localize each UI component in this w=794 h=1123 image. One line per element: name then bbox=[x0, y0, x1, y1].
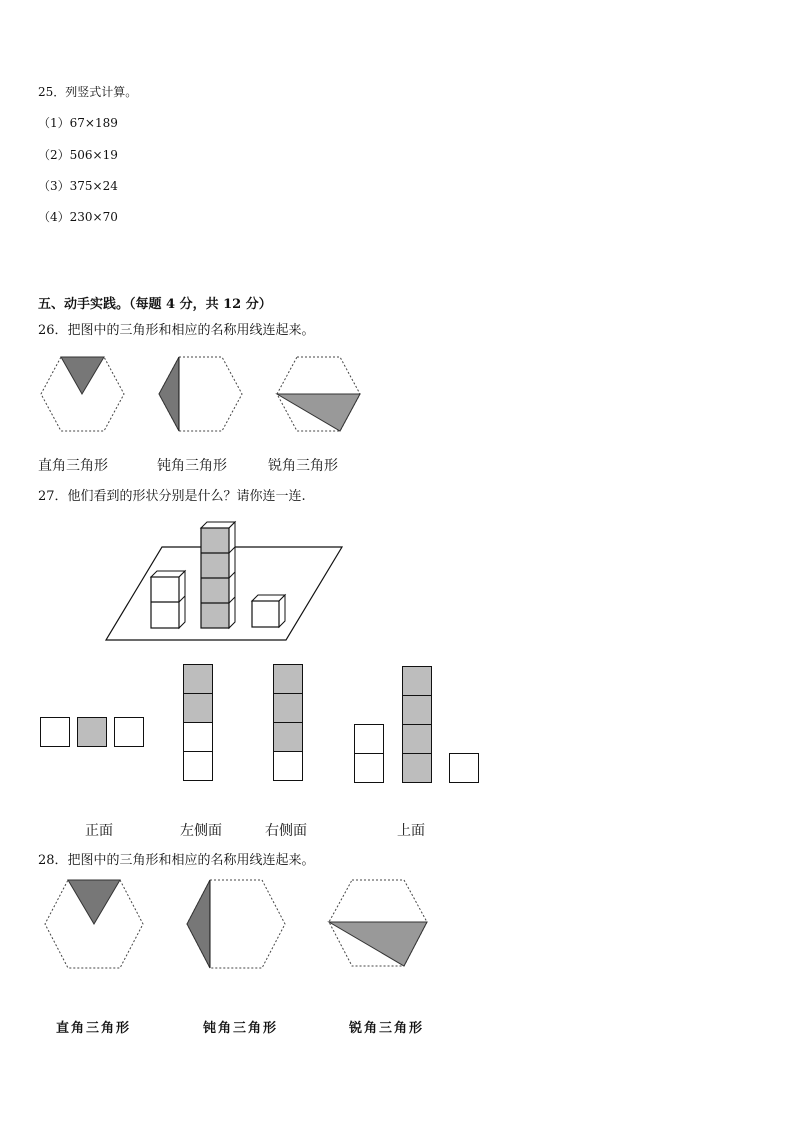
q28-label-acute: 锐角三角形 bbox=[349, 1021, 425, 1036]
q27-label-right: 右侧面 bbox=[265, 823, 307, 839]
q28-title: 28．把图中的三角形和相应的名称用线连起来。 bbox=[38, 853, 315, 868]
q26-title: 26．把图中的三角形和相应的名称用线连起来。 bbox=[38, 323, 315, 338]
q27-label-top: 上面 bbox=[397, 823, 425, 839]
q25-item-4: （4）230×70 bbox=[38, 210, 118, 224]
q27-label-front: 正面 bbox=[85, 823, 113, 839]
q25-item-2: （2）506×19 bbox=[38, 148, 118, 162]
q28-label-obtuse: 钝角三角形 bbox=[203, 1021, 279, 1036]
q27-label-left: 左侧面 bbox=[180, 823, 222, 839]
q27-title: 27．他们看到的形状分别是什么？请你连一连. bbox=[38, 489, 306, 504]
q26-label-acute: 锐角三角形 bbox=[268, 458, 338, 474]
q25-title: 25．列竖式计算。 bbox=[38, 85, 138, 99]
q26-label-obtuse: 钝角三角形 bbox=[157, 458, 227, 474]
q25-item-1: （1）67×189 bbox=[38, 116, 118, 130]
q25-item-3: （3）375×24 bbox=[38, 179, 118, 193]
section-heading: 五、动手实践。（每题 4 分，共 12 分） bbox=[38, 297, 272, 312]
q28-label-right: 直角三角形 bbox=[56, 1021, 132, 1036]
q26-label-right: 直角三角形 bbox=[38, 458, 108, 474]
